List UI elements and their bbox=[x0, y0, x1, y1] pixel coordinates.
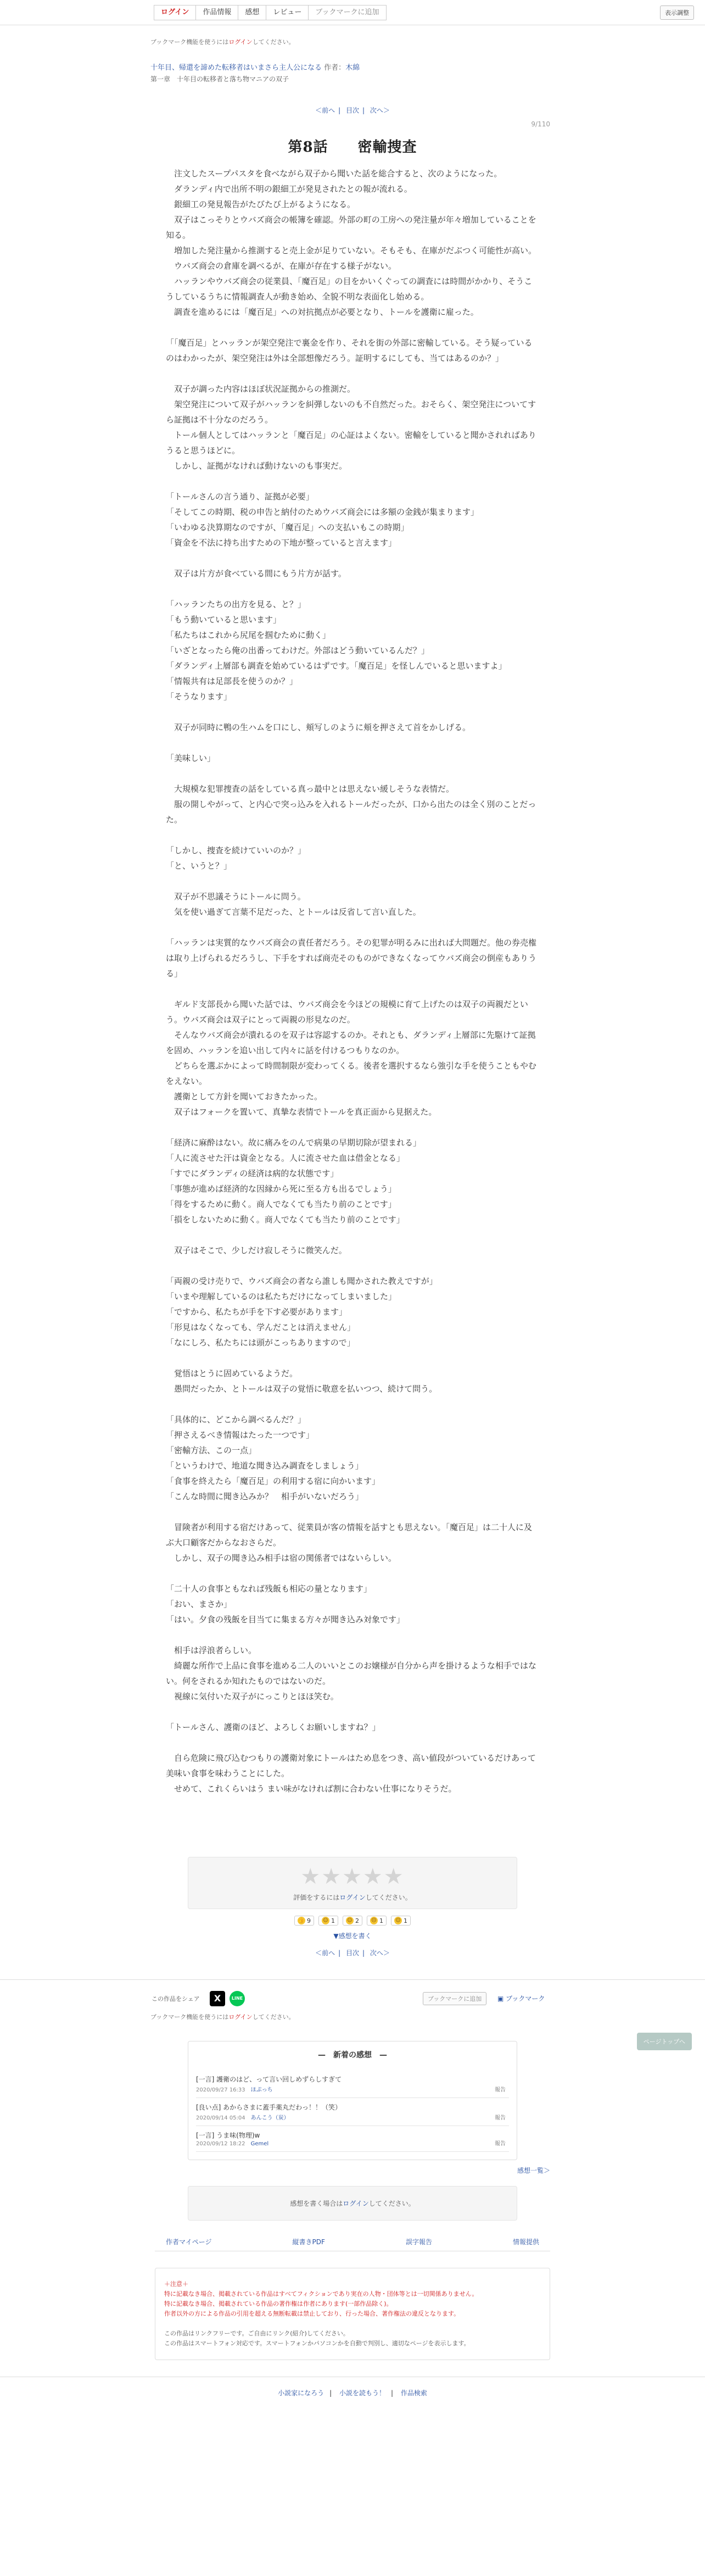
reaction-surprise[interactable] bbox=[391, 1916, 411, 1926]
body-paragraph bbox=[166, 581, 539, 597]
body-paragraph: 「押さえるべき情報はたった一つです」 bbox=[166, 1430, 315, 1440]
chapter-group: 第一章 十年目の転移者と落ち物マニアの双子 bbox=[150, 75, 289, 83]
page-count: 9/110 bbox=[531, 120, 550, 128]
body-paragraph bbox=[166, 1120, 539, 1135]
prev-link-bottom[interactable]: ＜前へ bbox=[315, 1949, 335, 1957]
notice-login-link[interactable]: ログイン bbox=[228, 38, 253, 46]
body-paragraph bbox=[166, 366, 539, 381]
impression-user-link[interactable]: あんこう（炭） bbox=[250, 2115, 289, 2121]
impression-date: 2020/09/14 05:04 bbox=[196, 2115, 245, 2121]
body-paragraph: 「そしてこの時期、税の申告と納付のためウバズ商会には多額の金銭が集まります」 bbox=[166, 507, 479, 517]
reaction-smile[interactable] bbox=[343, 1916, 362, 1926]
body-paragraph: 増加した発注量から推測すると売上金が足りていない。そもそも、在庫がだぶつく可能性が高い。 bbox=[166, 246, 537, 255]
impression-meta bbox=[196, 2085, 509, 2093]
body-paragraph: 「もう動いていると思います」 bbox=[166, 615, 282, 625]
share-label: この作品をシェア bbox=[152, 1995, 200, 2002]
laugh-icon: ☺ bbox=[322, 1917, 329, 1924]
series-title-link[interactable]: 十年目、帰還を諦めた転移者はいまさら主人公になる bbox=[150, 64, 322, 72]
vertical-pdf-link[interactable]: 縦書きPDF bbox=[292, 2238, 325, 2246]
body-paragraph: 「損をしないために動く。商人でなくても当たり前のことです」 bbox=[166, 1215, 405, 1225]
rating-box bbox=[188, 1857, 517, 1909]
pager-top: ＜前へ | 目次 | 次へ＞ bbox=[315, 107, 390, 114]
pager-bottom: ＜前へ | 目次 | 次へ＞ bbox=[315, 1949, 390, 1957]
body-paragraph: 「いざとなったら俺の出番ってわけだ。外部はどう動いているんだ？」 bbox=[166, 646, 430, 655]
body-paragraph: 大規模な犯罪捜査の話をしている真っ最中とは思えない緩しそうな表情だ。 bbox=[166, 784, 455, 794]
body-paragraph: 双子は片方が食べている間にもう片方が話す。 bbox=[166, 569, 346, 578]
impression-user-link[interactable]: Gemel bbox=[250, 2141, 269, 2147]
body-paragraph bbox=[166, 1566, 539, 1581]
login-link[interactable]: ログイン bbox=[154, 5, 196, 20]
body-paragraph: 「はい。夕食の残飯を目当てに集まる方々が聞き込み対象です」 bbox=[166, 1615, 405, 1624]
rating-login-link[interactable]: ログイン bbox=[339, 1894, 366, 1901]
new-impressions-box bbox=[188, 2041, 517, 2160]
body-paragraph: 相手は浮浪者らしい。 bbox=[166, 1645, 257, 1655]
impression-meta bbox=[196, 2141, 509, 2147]
body-paragraph: 「経済に麻酔はない。故に痛みをのんで病巣の早期切除が望まれる」 bbox=[166, 1138, 422, 1148]
body-paragraph: 愚問だったか、とトールは双子の覚悟に敬意を払いつつ、続けて問う。 bbox=[166, 1384, 438, 1394]
reaction-count: 9 bbox=[307, 1917, 311, 1924]
body-paragraph bbox=[166, 474, 539, 489]
impression-meta bbox=[196, 2113, 509, 2121]
yomou-link[interactable]: 小説を読もう！ bbox=[339, 2389, 385, 2397]
body-paragraph: 「というわけで、地道な聞き込み調査をしましょう」 bbox=[166, 1461, 363, 1471]
caution-line: 特に記載なき場合、掲載されている作品はすべてフィクションであり実在の人物・団体等とは一切関係ありません。 bbox=[164, 2290, 478, 2297]
body-paragraph: 「ハッランは実質的なウバズ商会の責任者だろう。その犯罪が明るみに出れば大問題だ。他の券売権は取り上げられるだろうし、下手をすれば商売そのものができなくなってウバズ商会の倒産もありうる」 bbox=[166, 938, 537, 978]
reaction-count: 1 bbox=[404, 1917, 407, 1924]
caution-line: 特に記載なき場合、掲載されている作品の著作権は作者にあります(一部作品除く)。 bbox=[164, 2300, 393, 2307]
impression-date: 2020/09/27 16:33 bbox=[196, 2087, 245, 2093]
write-impression-toggle[interactable]: ▼感想を書く bbox=[333, 1932, 372, 1940]
top-nav-group bbox=[154, 5, 387, 20]
body-paragraph: せめて、これくらいはう まい味がなければ割に合わない仕事になりそうだ。 bbox=[166, 1784, 457, 1794]
body-paragraph: 「ハッランたちの出方を見る、と？」 bbox=[166, 599, 306, 609]
body-paragraph: 綺麗な所作で上品に食事を進める二人のいいとこのお嬢様が自分から声を掛けるような相手ではない。何をされるか知れたものではないのだ。 bbox=[166, 1661, 537, 1686]
body-paragraph bbox=[166, 920, 539, 935]
body-paragraph: 冒険者が利用する宿だけあって、従業員が客の情報を話すとも思えない。「魔百足」は二十人に及ぶ大口顧客だからなおさらだ。 bbox=[166, 1522, 533, 1548]
body-paragraph bbox=[166, 550, 539, 566]
body-paragraph bbox=[166, 1227, 539, 1243]
body-paragraph: 服の開しやがって、と内心で突っ込みを入れるトールだったが、口から出たのは全く別のことだった。 bbox=[166, 799, 536, 825]
body-paragraph: 「美味しい」 bbox=[166, 753, 216, 763]
caution-info-line: この作品はスマートフォン対応です。スマートフォンかパソコンかを自動で判別し、適切なページを表示します。 bbox=[164, 2340, 470, 2347]
write-login-link[interactable]: ログイン bbox=[343, 2200, 369, 2207]
impressions-more-link[interactable]: 感想一覧＞ bbox=[517, 2167, 550, 2174]
body-paragraph: 「こんな時間に聞き込みか？ 相手がいないだろう」 bbox=[166, 1492, 364, 1501]
body-paragraph: 「ですから、私たちが手を下す必要があります」 bbox=[166, 1307, 348, 1317]
page-top-button[interactable]: ページトップへ bbox=[637, 2033, 692, 2050]
body-paragraph: 「と、いうと？」 bbox=[166, 861, 232, 871]
body-paragraph: 「トールさんの言う通り、証拠が必要」 bbox=[166, 492, 314, 502]
write-prefix: 感想を書く場合は bbox=[290, 2200, 343, 2207]
author-mypage-link[interactable]: 作者マイページ bbox=[166, 2238, 212, 2246]
bookmark-login-notice bbox=[150, 37, 550, 46]
top-navigation bbox=[0, 0, 705, 25]
next-link[interactable]: 次へ＞ bbox=[370, 107, 390, 114]
body-paragraph: 双子はこっそりとウバズ商会の帳簿を確認。外部の町の工房への発注量が年々増加していることを知る。 bbox=[166, 215, 536, 240]
body-paragraph: どちらを選ぶかによって時間制限が変わってくる。後者を選択するなら強引な手を使うこともやむをえない。 bbox=[166, 1061, 536, 1086]
add-bookmark-button[interactable]: ブックマークに追加 bbox=[315, 8, 379, 16]
line-share-icon[interactable]: LINE bbox=[230, 1991, 245, 2006]
body-paragraph bbox=[166, 1735, 539, 1750]
body-paragraph bbox=[166, 1704, 539, 1720]
smile-icon: ☺ bbox=[346, 1917, 354, 1924]
footer-links bbox=[155, 2237, 550, 2251]
rating-login-prefix: 評価をするには bbox=[293, 1894, 340, 1901]
body-paragraph bbox=[166, 1627, 539, 1643]
reaction-count: 2 bbox=[355, 1917, 359, 1924]
body-paragraph bbox=[166, 766, 539, 781]
body-paragraph: 双子が調った内容はほぼ状況証拠からの推測だ。 bbox=[166, 384, 356, 394]
body-paragraph: 「事態が進めば経済的な因縁から死に至る方も出るでしょう」 bbox=[166, 1184, 396, 1194]
author-link[interactable]: 木綿 bbox=[345, 64, 360, 72]
notice-suffix: してください。 bbox=[252, 38, 295, 46]
rating-stars[interactable]: ★★★★★ bbox=[300, 1864, 405, 1889]
next-link-bottom[interactable]: 次へ＞ bbox=[370, 1949, 390, 1957]
body-paragraph: 視線に気付いた双子がにっこりとほほ笑む。 bbox=[166, 1692, 339, 1701]
bookmark-icon: ▣ bbox=[497, 1995, 506, 2002]
review-link[interactable]: レビュー bbox=[266, 5, 309, 20]
impression-title[interactable]: [一言] うま味(物理)w bbox=[196, 2132, 260, 2139]
body-paragraph: 気を使い過ぎて言葉不足だった、とトールは反省して言い直した。 bbox=[166, 907, 421, 917]
reaction-count: 1 bbox=[379, 1917, 383, 1924]
impression-title[interactable]: [良い点] あからさまに蓋手薬丸だわっ！！（笑） bbox=[196, 2104, 342, 2111]
impression-item bbox=[196, 2126, 509, 2152]
body-paragraph: しかし、双子の聞き込み相手は宿の関係者ではないらしい。 bbox=[166, 1553, 397, 1563]
reaction-laugh[interactable] bbox=[318, 1916, 338, 1926]
body-paragraph bbox=[166, 320, 539, 335]
body-paragraph: 「おい、まさか」 bbox=[166, 1599, 232, 1609]
body-paragraph: 「そうなります」 bbox=[166, 692, 232, 702]
reaction-cry[interactable] bbox=[367, 1916, 387, 1926]
body-paragraph: 「ダランディ上層部も調査を始めているはずです。「魔百足」を怪しんでいると思いますよ」 bbox=[166, 661, 507, 671]
lower-content bbox=[150, 2012, 550, 2021]
body-paragraph: 「具体的に、どこから調べるんだ？」 bbox=[166, 1415, 306, 1425]
notice-prefix: ブックマーク機能を使うには bbox=[150, 38, 229, 46]
body-paragraph: 「いわゆる決算期なのですが、「魔百足」への支払いもこの時期」 bbox=[166, 522, 409, 532]
body-paragraph: 「両親の受け売りで、ウバズ商会の者なら誰しも聞かされた教えですが」 bbox=[166, 1276, 438, 1286]
impression-item bbox=[196, 2098, 509, 2126]
impression-date: 2020/09/12 18:22 bbox=[196, 2141, 245, 2147]
body-paragraph: 銀細工の発見報告がたびたび上がるようになる。 bbox=[166, 199, 356, 209]
impression-user-link[interactable]: ほぷっち bbox=[250, 2087, 273, 2093]
rating-login-notice bbox=[188, 1893, 517, 1902]
body-paragraph: 「密輸方法、この一点」 bbox=[166, 1445, 257, 1455]
main-content bbox=[150, 37, 550, 1957]
series-info bbox=[150, 63, 550, 85]
body-paragraph: 「資金を不法に持ち出すための下地が整っていると言えます」 bbox=[166, 538, 397, 548]
body-paragraph: 「「魔百足」とハッランが架空発注で裏金を作り、それを街の外部に密輸している。そう疑っているのはわかったが、架空発注は外は全部想像だろう。証明するにしても、当てはあるのか？」 bbox=[166, 338, 533, 363]
caution-info bbox=[164, 2329, 541, 2349]
body-paragraph: そんなウバズ商会が潰れるのを双子は容認するのか。それとも、ダランディ上層部に先駆けて証拠を固め、ハッランを追い出して内々に話を付けるつもりなのか。 bbox=[166, 1030, 536, 1055]
report-link[interactable]: 報告 bbox=[495, 2087, 506, 2093]
body-paragraph bbox=[166, 1258, 539, 1273]
body-paragraph: ハッランやウバズ商会の従業員、「魔百足」の目をかいくぐっての調査には時間がかかり、そうこうしているうちに情報調査人が動き始め、全貌不明な表面化し始める。 bbox=[166, 276, 533, 302]
prev-link[interactable]: ＜前へ bbox=[315, 107, 335, 114]
novel-body bbox=[155, 166, 550, 1796]
body-paragraph bbox=[166, 873, 539, 889]
body-paragraph bbox=[166, 827, 539, 843]
body-paragraph: 「得をするために動く。商人でなくても当たり前のことです」 bbox=[166, 1199, 396, 1209]
notice-login-link-bottom[interactable]: ログイン bbox=[228, 2013, 253, 2021]
impression-item bbox=[196, 2070, 509, 2098]
caution-line: 作者以外の方による作品の引用を超える無断転載は禁止しており、行った場合、著作権法の違反となります。 bbox=[164, 2310, 460, 2317]
body-paragraph: 調査を進めるには「魔百足」への対抗拠点が必要となり、トールを護衛に雇った。 bbox=[166, 307, 479, 317]
new-impressions-heading: — 新着の感想 — bbox=[318, 2051, 387, 2060]
body-paragraph: しかし、証拠がなければ動けないのも事実だ。 bbox=[166, 461, 348, 471]
body-paragraph: 護衛として方針を聞いておきたかった。 bbox=[166, 1092, 323, 1101]
body-paragraph: 自ら危険に飛び込むつもりの護衛対象にトールはため息をつき、高い値段がついているだけあって美味い食事を味わうことにした。 bbox=[166, 1753, 536, 1778]
body-paragraph bbox=[166, 1350, 539, 1366]
body-paragraph bbox=[166, 735, 539, 750]
typo-report-link[interactable]: 誤字報告 bbox=[405, 2238, 432, 2246]
reaction-thumbs-up[interactable] bbox=[294, 1916, 314, 1926]
body-paragraph: 「しかし、捜査を続けていいのか？」 bbox=[166, 845, 306, 855]
report-link[interactable]: 報告 bbox=[495, 2141, 506, 2147]
impressions-more-wrap bbox=[155, 2166, 550, 2175]
caution-heading: ＋注意＋ bbox=[164, 2280, 188, 2288]
thumbs-up-icon: 👍 bbox=[298, 1918, 305, 1923]
body-paragraph: ダランディ内で出所不明の銀細工が発見されたとの報が流れる。 bbox=[166, 184, 412, 194]
site-home-link[interactable]: 小説家になろう bbox=[278, 2389, 324, 2397]
reaction-count: 1 bbox=[331, 1917, 335, 1924]
body-paragraph: ギルド支部長から聞いた話では、ウバズ商会を今ほどの規模に育て上げたのは双子の両親だという。ウバズ商会は双子にとって両親の形見なのだ。 bbox=[166, 999, 528, 1025]
body-paragraph: 「二十人の食事ともなれば残飯も相応の量となります」 bbox=[166, 1584, 372, 1594]
body-paragraph: 架空発注について双子がハッランを糾弾しないのも不自然だった。おそらく、架空発注についてすら証拠は不十分なのだろう。 bbox=[166, 399, 536, 425]
work-info-link[interactable]: 作品情報 bbox=[196, 5, 238, 20]
report-link[interactable]: 報告 bbox=[495, 2115, 506, 2121]
body-paragraph: ウバズ商会の倉庫を調べるが、在庫が存在する様子がない。 bbox=[166, 261, 397, 271]
body-paragraph bbox=[166, 1397, 539, 1412]
add-bookmark-button-bottom[interactable]: ブックマークに追加 bbox=[423, 1992, 486, 2005]
search-link[interactable]: 作品検索 bbox=[400, 2389, 427, 2397]
body-paragraph: 「いまや理解しているのは私たちだけになってしまいました」 bbox=[166, 1292, 397, 1301]
body-paragraph bbox=[166, 704, 539, 720]
impressions-link[interactable]: 感想 bbox=[238, 5, 266, 20]
x-share-icon[interactable]: X bbox=[210, 1991, 225, 2006]
notice-prefix: ブックマーク機能を使うには bbox=[150, 2013, 229, 2021]
caution-info-line: この作品はリンクフリーです。ご自由にリンク(紹介)してください。 bbox=[164, 2330, 349, 2337]
body-paragraph: 「なにしろ、私たちには頭がこっちありますので」 bbox=[166, 1338, 355, 1348]
author-label: 作者： bbox=[324, 64, 346, 72]
body-paragraph: 「トールさん、護衛のほど、よろしくお願いしますね？」 bbox=[166, 1722, 381, 1732]
body-paragraph bbox=[166, 1504, 539, 1520]
reaction-bar bbox=[155, 1916, 550, 1926]
caution-box bbox=[155, 2268, 550, 2360]
toc-link[interactable]: 目次 bbox=[345, 107, 359, 114]
bookmark-label: ブックマーク bbox=[506, 1995, 545, 2002]
write-impression-box bbox=[188, 2186, 517, 2221]
bottom-site-links: 小説家になろう | 小説を読もう！ | 作品検索 bbox=[0, 2377, 705, 2411]
chapter-title: 第8話 密輸捜査 bbox=[288, 139, 417, 155]
share-bar bbox=[0, 1979, 705, 2012]
info-provide-link[interactable]: 情報提供 bbox=[512, 2238, 539, 2246]
cry-icon: ☹ bbox=[370, 1917, 378, 1924]
body-paragraph: 「食事を終えたら「魔百足」の利用する宿に向かいます」 bbox=[166, 1476, 381, 1486]
body-paragraph bbox=[166, 981, 539, 997]
impression-title[interactable]: [一言] 護衛のはど、って言い回しめずらしすぎて bbox=[196, 2076, 342, 2083]
body-paragraph: 「私たちはこれから尻尾を掴むために動く」 bbox=[166, 630, 331, 640]
write-suffix: してください。 bbox=[368, 2200, 415, 2207]
bookmark-link[interactable] bbox=[497, 1994, 545, 2003]
toc-link-bottom[interactable]: 目次 bbox=[345, 1949, 359, 1957]
body-paragraph: 注文したスープパスタを食べながら双子から聞いた話を総合すると、次のようになった。 bbox=[166, 169, 502, 179]
surprise-icon: ☺ bbox=[394, 1917, 402, 1924]
body-paragraph: 「形見はなくなっても、学んだことは消えません」 bbox=[166, 1322, 356, 1332]
body-paragraph: 双子が同時に鴨の生ハムを口にし、頬写しのように頬を押さえて首をかしげる。 bbox=[166, 722, 471, 732]
body-paragraph: 「すでにダランディの経済は病的な状態です」 bbox=[166, 1169, 339, 1178]
body-paragraph: トール個人としてはハッランと「魔百足」の心証はよくない。密輸をしていると聞かされればありうると思うほどに。 bbox=[166, 430, 536, 455]
body-paragraph: 双子はフォークを置いて、真摯な表情でトールを真正面から見据えた。 bbox=[166, 1107, 437, 1117]
display-settings-button[interactable]: 表示調整 bbox=[660, 5, 694, 20]
body-paragraph: 「人に流させた汗は資金となる。人に流させた血は借金となる」 bbox=[166, 1153, 405, 1163]
body-paragraph: 「情報共有は足部長を使うのか？」 bbox=[166, 676, 298, 686]
bookmark-login-notice-bottom bbox=[150, 2012, 550, 2021]
notice-suffix: してください。 bbox=[252, 2013, 295, 2021]
body-paragraph: 双子はそこで、少しだけ寂しそうに微笑んだ。 bbox=[166, 1245, 347, 1255]
body-paragraph: 覚悟はとうに固めているようだ。 bbox=[166, 1368, 298, 1378]
rating-login-suffix: してください。 bbox=[365, 1894, 412, 1901]
body-paragraph: 双子が不思議そうにトールに問う。 bbox=[166, 892, 306, 902]
